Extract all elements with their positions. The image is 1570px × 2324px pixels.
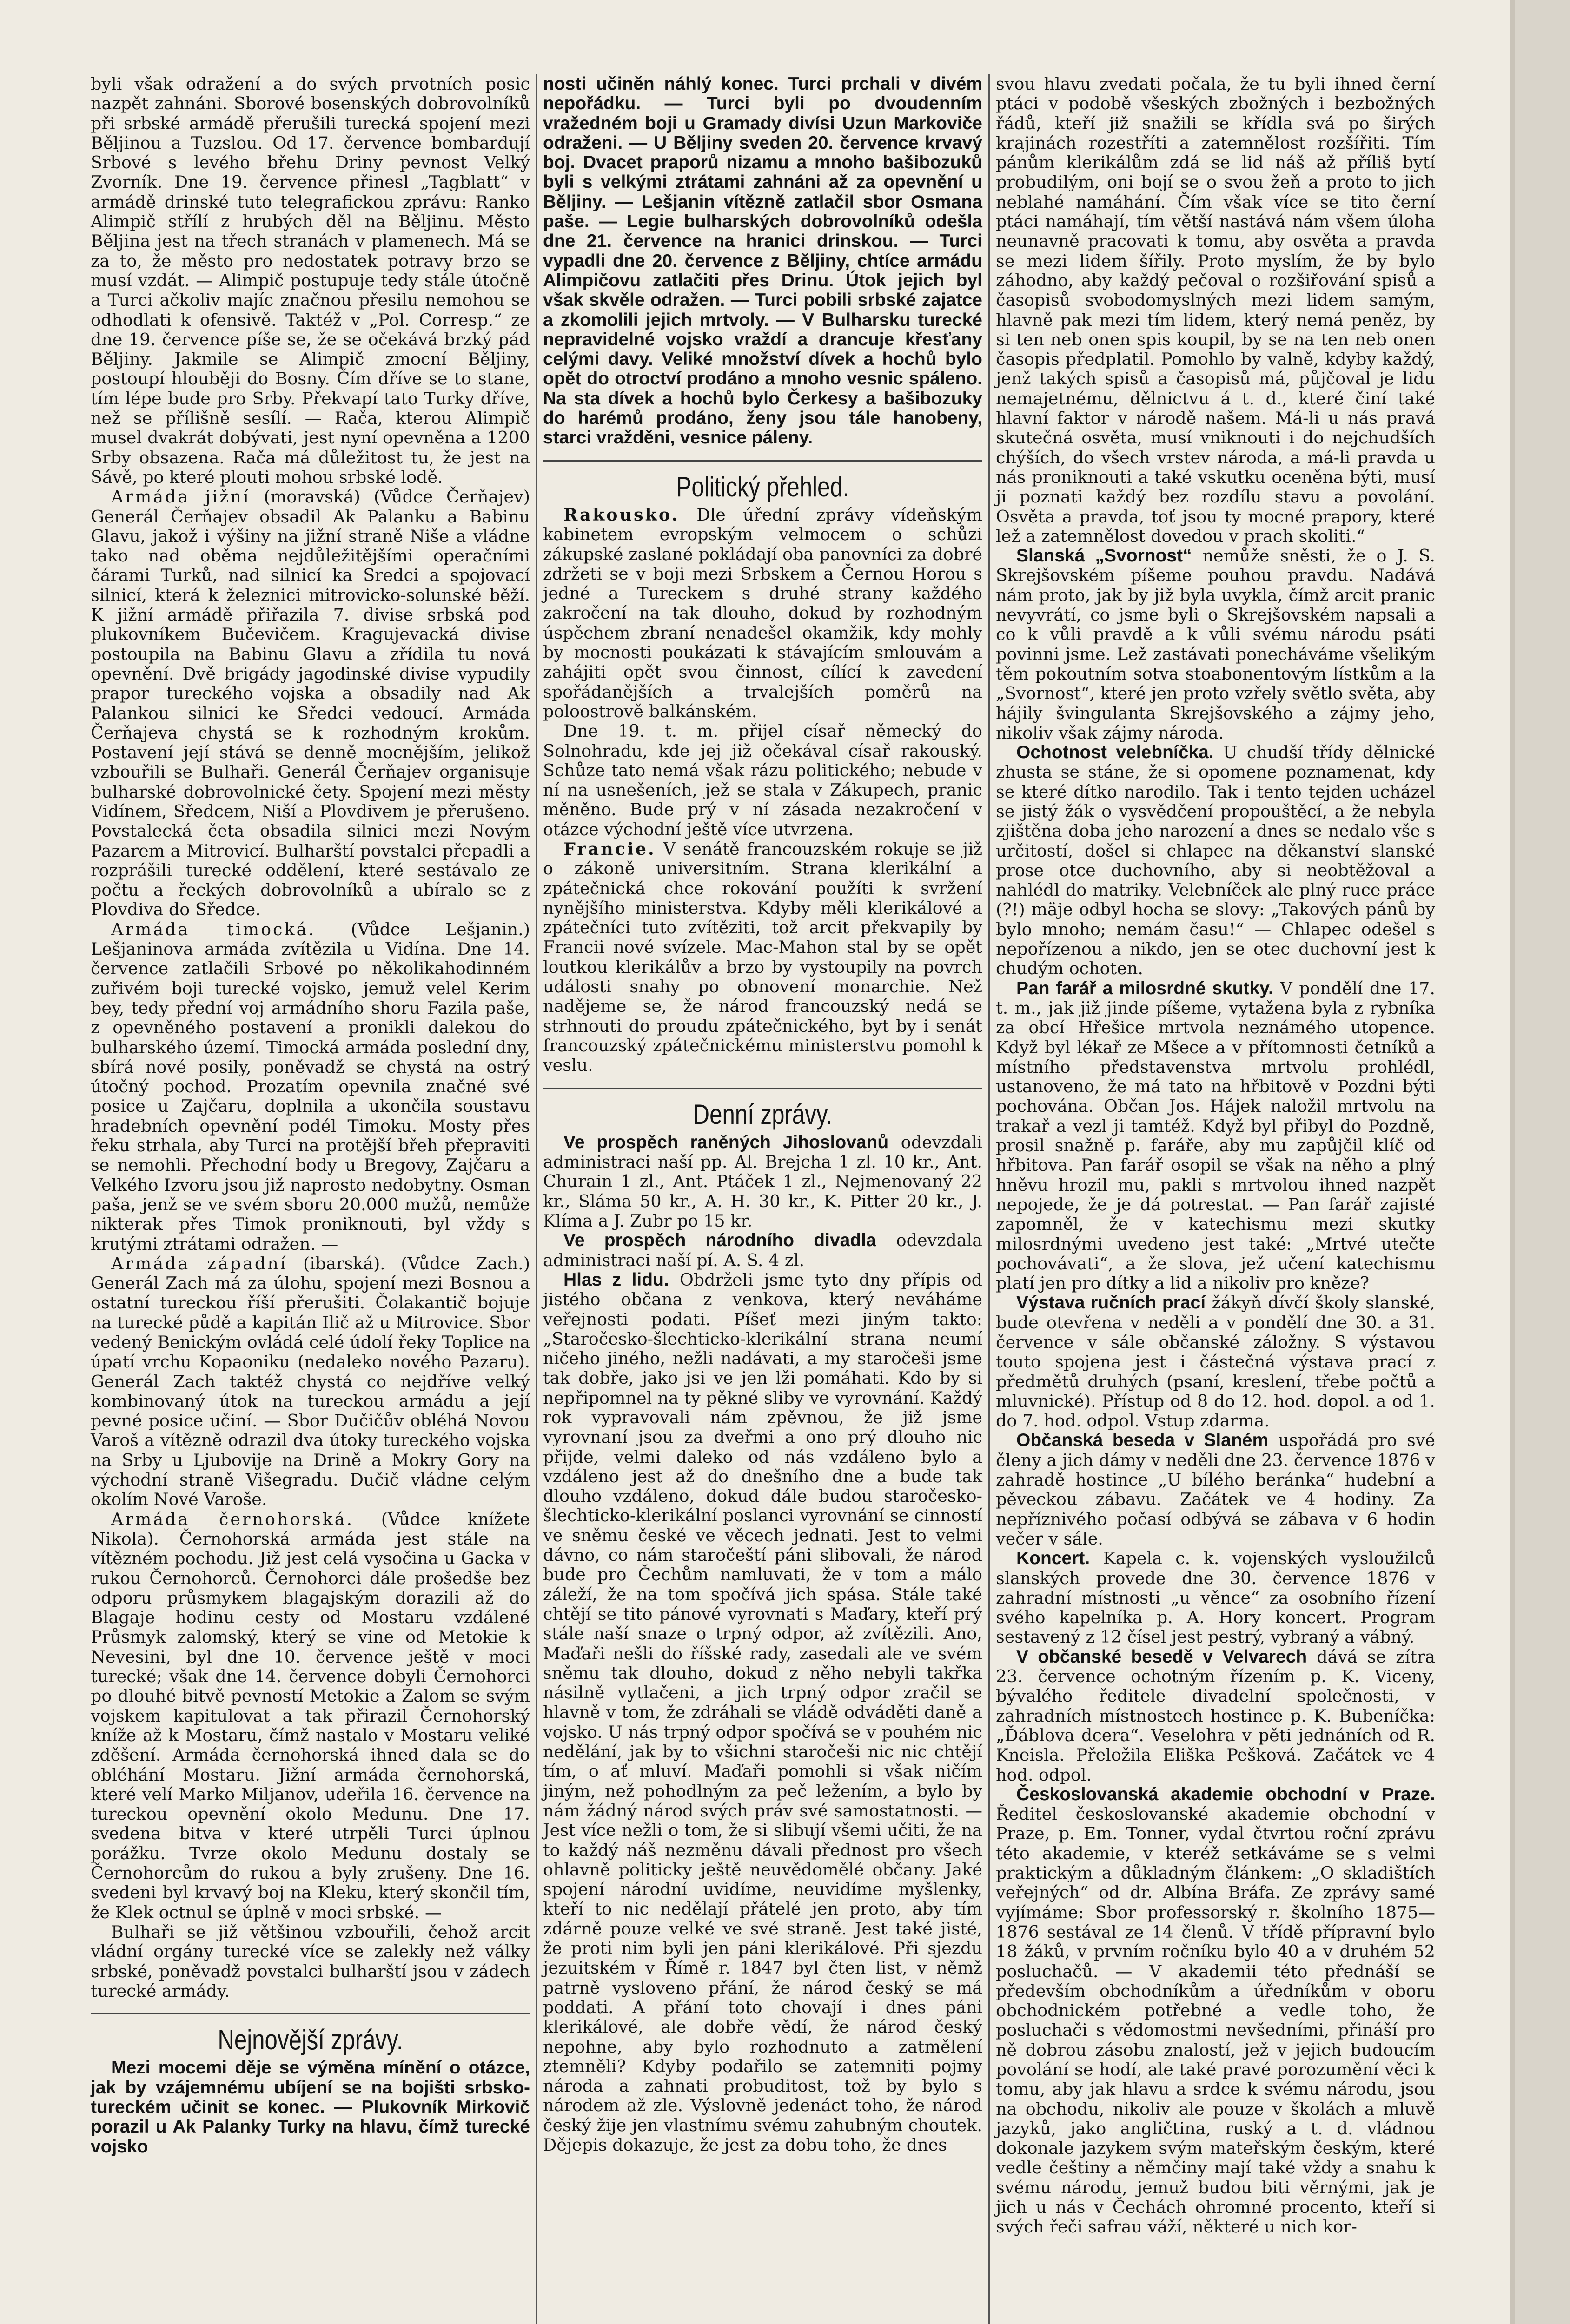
text-academy: Ředitel českoslovanské akademie obchodní v Praze, p. Em. Tonner, vydal čtvrtou roční zprávu této akademie, v kteréž setkáváme se s velmi praktickým a důkladným článkem: „O skladištích veřejných“ od dr. Albína Bráfa. Ze zprávy samé vyjímáme: Sbor professorský r. školního 1875—1876 sestával ze 14 členů. V třídě přípravní bylo 18 žáků, v prvním ročníku bylo 40 a v druhém 52 posluchačů. — V akademii této přednáší se především obchodníkům a úředníkům v oboru obchodnickém potřebné a vedle toho, že posluchači s vědomostmi nevšedními, přináší pro ně dobrou zásobu znalostí, jež v jejich budoucím povolání se hodí, ale také pravé porozumění věci k tomu, aby jak hlavu a srdce k svému národu, jsou na obchodu, nikoliv ale pouze v školách a mluvě jazyků, jako angličtina, ruský a t. d. vládnou dokonale jazykem svým mateřským českým, které vedle češtiny a němčiny mají také vždy a snahu k svému národu, jemuž budou biti věrnými, jak je jich u nás v Čechách ohromné procento, kteří si svých řeči safrau váží, některé u nich kor- xyxy=(996,1804,1435,2237)
page-edge xyxy=(1510,0,1570,2324)
heading-svornost: Slanská „Svornost“ xyxy=(1016,546,1192,566)
section-divider xyxy=(543,460,982,462)
heading-priest: Pan farář a milosrdné skutky. xyxy=(1016,978,1273,998)
article-news-continued: nosti učiněn náhlý konec. Turci prchali v divém nepořádku. — Turci byli po dvoudenním vražedném boji u Gramady divísi Uzun Markoviče odraženi. — U Běljiny sveden 20. července krvavý boj. Dvacet praporů nizamu a mnoho bašibozuků byli s velkými ztrátami zahnáni až za opevnění u Běljiny. — Lešjanin vítězně zatlačil sbor Osmana paše. — Legie bulharských dobrovolníků odešla dne 21. července na hranici drinskou. — Turci vypadli dne 20. července z Běljiny, chtíce armádu Alimpičovu zatlačiti přes Drinu. Útok jejich byl však skvěle odražen. — Turci pobili srbské zajatce a zkomolili jejich mrtvoly. — V Bulharsku turecké nepravidelné vojsko vraždí a drancuje křesťany celými davy. Veliké množství dívek a hochů bylo opět do otroctví prodáno a mnoho vesnic spáleno. Na sta dívek a hochů bylo Čerkesy a bašibozuky do harémů prodáno, ženy jsou tále hanobeny, starci vražděni, vesnice páleny. xyxy=(543,74,982,448)
article-citizens xyxy=(996,1431,1435,1549)
article-theatre xyxy=(543,1231,982,1270)
heading-montenegro-army: Armáda černohorská. xyxy=(111,1509,354,1529)
column-rule xyxy=(536,74,537,2324)
text-voice-tail: toho, že dnes xyxy=(833,2134,947,2155)
article-austria xyxy=(543,505,982,721)
section-divider xyxy=(91,2013,530,2014)
article-willing xyxy=(996,743,1435,979)
text-wounded: odevzdali administraci naší pp. Al. Brejcha 1 zl. 10 kr., Ant. Churain 1 zl., Ant. Ptáček 1 zl., Nejmenovaný 22 kr., Sláma 50 kr., A. H. 30 kr., K. Pitter 20 kr., J. Klíma a J. Zubr po 15 kr. xyxy=(543,1132,982,1231)
heading-voice: Hlas z lidu. xyxy=(563,1269,669,1290)
article-voice-continued: svou hlavu zvedati počala, že tu byli ihned černí ptáci v podobě všeských zbožných i bezbožných řádů, kteří již snažili se křídla svá po širých krajinách rozestříti a zatemnělost rozšířiti. Tím pánům klerikálům zdá se lid náš až příliš bytí probudilým, oni bojí se o svou žeň a proto to jich neblahé namáhání. Čím však více se tito černí ptáci namáhají, tím větší nastává nám všem úloha neunavně pracovati k tomu, aby osvěta a pravda se mezi lidem šířily. Proto myslím, že by bylo záhodno, aby každý pečoval o rozšiřování spisů a časopisů svobodomyslných mezi lidem samým, hlavně pak mezi tím lidem, který nemá peněz, by si ten neb onen spis koupil, by se na ten neb onen časopis předplatil. Pomohlo by valně, kdyby každý, jenž takých spisů a časopisů má, půjčoval je lidu nemajetnému, dělnictvu á t. d., které činí také hlavní faktor v národě našem. Má-li u nás pravá skutečná osvěta, musí vniknouti i do nejchudších chýších, do všech vrstev národa, a má-li pravda u nás proniknouti a také vskutku oceněna býti, musí ji poznati každý bez rozdílu stavu a povolání. Osvěta a pravda, toť jsou ty mocné prapory, které lež a zatemnělost dovedou v prach skoliti.“ xyxy=(996,74,1435,546)
heading-citizens: Občanská beseda v Slaném xyxy=(1016,1430,1269,1451)
text-austria: Dle úřední zprávy vídeňským kabinetem evropským velmocem o schůzi zákupské zaslané pokládají oba panovníci za dobré zdržeti se v boji mezi Srbskem a Černou Horou s jedné a Tureckem s druhé strany každého zakročení na tak dlouho, dokud by rozhodným úspěchem zbraní nenadešel okamžik, kdy mohly by mocnosti poukázati k stávajícím smlouvám a zahájiti opět svou činnost, cílící k zavedení spořádanějších a trvalejších poměrů na poloostrově balkánském. xyxy=(543,504,982,721)
heading-velvary: V občanské besedě v Velvarech xyxy=(1016,1646,1307,1667)
column-rule xyxy=(988,74,990,2324)
text-france: V senátě francouzském rokuje se již o zákoně universitním. Strana klerikální a zpátečnická chce rokování použíti k svržení nynějšího ministerstva. Kdyby měli klerikálové a zpátečníci tuto zvítěziti, tož arcit překvapily by Francii nové svízele. Mac-Mahon stal by se opět loutkou klerikálův a brzo by vystoupily na povrch události snahy po obnovení monarchie. Než nadějeme se, že národ francouzský nedá se strhnouti do proudu zpátečnického, byt by i senát francouzský zpátečnickému ministerstvu pomohl k veslu. xyxy=(543,838,982,1076)
section-title-politics: Politický přehled. xyxy=(676,471,849,502)
article-south-army xyxy=(91,487,530,920)
heading-west-army: Armáda západní xyxy=(111,1253,288,1274)
text-exhibition: žákyň dívčí školy slanské, bude otevřena v neděli a v pondělí dne 30. a 31. července v sále občanské záložny. S výstavou touto spojena jest i částečná výstava prací z předmětů druhých (psaní, kreslení, třebe počtů a mluvnické). Přístup od 8 do 12. hod. dopol. a od 1. do 7. hod. odpol. Vstup zdarma. xyxy=(996,1293,1435,1431)
article-exhibition xyxy=(996,1293,1435,1431)
text-velvary: dává se zítra 23. července ochotným řízením p. K. Viceny, bývalého ředitele divadelní společnosti, v zahradních místnostech hostince p. K. Bubeníčka: „Ďáblova dcera“. Veselohra v pěti jednáních od R. Kneisla. Přeložila Eliška Pešková. Začátek ve 4 hod. odpol. xyxy=(996,1646,1435,1785)
text-theatre: odevzdala administraci naší pí. A. S. 4 zl. xyxy=(543,1230,982,1270)
heading-france: Francie. xyxy=(563,838,656,859)
section-title-daily: Denní zprávy. xyxy=(693,1098,833,1130)
heading-exhibition: Výstava ručních prací xyxy=(1016,1293,1206,1313)
text-south-army: (moravská) (Vůdce Čerňajev) Generál Čerňajev obsadil Ak Palanku a Babinu Glavu, jakož i výšiny na jižní straně Niše a vládne tako nad oběma nejdůležitějšími operačními čárami Turků, nad silnicí ka Sredci a spojovací silnicí, která k železnici mitrovicko-solunské běží. K jižní armádě přiřazila 7. divise srbská pod plukovníkem Bučevičem. Kragujevacká divise postoupila na Babinu Glavu a zřídila tu nová opevnění. Dvě brigády jagodinské divise vypudily prapor tureckého vojska a obsadily nad Ak Palankou silnici ke Sředci vedoucí. Armáda Čerňajeva chystá se k rozhodným krokům. Postavení její stává se denně mocnějším, jelikož vzbouřili se Bulhaři. Generál Čerňajev organisuje bulharské dobrovolnické čety. Spojení mezi městy Vidínem, Sředcem, Niší a Plovdivem je přerušeno. Povstalecká četa obsadila silnici mezi Novým Pazarem a Mitrovicí. Bulharští povstalci přepadli a rozprášili turecké oddělení, které sestávalo ze počtu a řeckých dobrovolníků a ubíralo se z Plovdiva do Sředce. xyxy=(91,487,530,920)
heading-wounded: Ve prospěch raněných Jihoslovanů xyxy=(563,1132,889,1152)
section-divider xyxy=(543,1088,982,1089)
heading-timok-army: Armáda timocká. xyxy=(111,919,316,939)
article-concert xyxy=(996,1549,1435,1647)
heading-willing: Ochotnost velebníčka. xyxy=(1016,742,1214,763)
article-velvary xyxy=(996,1647,1435,1785)
column-middle xyxy=(543,74,982,2155)
heading-theatre: Ve prospěch národního divadla xyxy=(563,1230,876,1251)
article-west-army xyxy=(91,1254,530,1510)
article-timok-army xyxy=(91,920,530,1254)
text-citizens: uspořádá pro své členy a jich dámy v neděli dne 23. července 1876 v zahradě hostince „U bílého beránka“ hudební a pěveckou zábavu. Začátek ve 4 hodiny. Za nepříznivého počasí odbývá se zábava v 6 hodin večer v sále. xyxy=(996,1430,1435,1549)
article-austria-2: Dne 19. t. m. přijel císař německý do Solnohradu, kde jej již očekával císař rakouský. Schůze tato nemá však rázu politického; nebude v ní na usnešeních, jež se stala v Zákupech, pranic měněno. Bude prý v ní zásada nezakročení v otázce východní ještě více utvrzena. xyxy=(543,721,982,839)
page-fold xyxy=(1510,0,1515,2324)
text-priest: V pondělí dne 17. t. m., jak již jinde píšeme, vytažena byla z rybníka za obcí Hřešice mrtvola neznámého utopence. Když byl lékař ze Mšece a v přítomnosti četníků a místního představenstva mrtvolu prohlédl, ustanoveno, že má tato na hřbitově v Pozdni býti pochována. Občan Jos. Hájek naložil mrtvolu na trakař a vezl ji tamtéž. Když byl přibyl do Pozdně, prosil snažně p. faráře, aby mu zapůjčil klíč od hřbitova. Pan farář osopil se však na něho a plný hněvu hrozil mu, pakli s mrtvolou ihned nazpět nepojede, že je dá potrestat. — Pan farář zajisté zapomněl, že v katechismu mezi skutky milosrdnými uvedeno jest také: „Mrtvé utečte pochovávati“, a že slova, jež učení katechismu platí jen pro dítky a lid a nikoliv pro kněze? xyxy=(996,978,1435,1294)
text-concert: Kapela c. k. vojenských vysloužilců slanských provede dne 30. července 1876 v zahradní místnosti „u věnce“ za osobního řízení svého kapelníka p. A. Hory koncert. Program sestavený z 12 čísel jest pestrý, vybraný a vábný. xyxy=(996,1548,1435,1647)
heading-academy: Českoslovanská akademie obchodní v Praze. xyxy=(1016,1784,1435,1804)
article-latest: Mezi mocemi děje se výměna mínění o otázce, jak by vzájemnému ubíjení se na bojišti srbsko-tureckém učinit se konec. — Plukovník Mirkovič porazil u Ak Palanky Turky na hlavu, čímž turecké vojsko xyxy=(91,2058,530,2157)
text-willing: U chudší třídy dělnické zhusta se stáne, že si opomene poznamenat, kdy se které dítko narodilo. Tak i tento tejden ucházel se jistý žák o vysvědčení propouštěcí, a že nebyla zjištěna doba jeho narození a dnes se nedalo vše s určitostí, došel si chlapec na děkanství slanské prose otce duchovního, aby si neobtěžoval a nahlédl do matriky. Velebníček ale plný ruce práce (?!) mäje odbyl hocha se slovy: „Takových pánů by bylo mnoho; nemám času!“ — Chlapec odešel s nepořízenou a nikdo, jen se otec duchovní jest k chudým ochoten. xyxy=(996,742,1435,979)
article-priest xyxy=(996,979,1435,1294)
heading-austria: Rakousko. xyxy=(563,504,680,525)
text-voice: Obdrželi jsme tyto dny přípis od jistého občana z venkova, který neváháme veřejnosti podati. Píšeť mezi jiným takto: „Staročesko-šlechticko-klerikální strana neumí ničeho jiného, nežli nadávati, a my staročeši jsme tak dobře, jako jsi ve jen lži pomáhati. Kdo by si nepřipomnel na ty pěkné sliby ve vyrovnání. Každý rok vypravovali nám zpěvnou, že již jsme vyrovnaní jsou za dveřmi a ono prý dlouho nic přijde, velmi daleko od nás vzdáleno bylo a vzdáleno jest až do dnešního dne a bude tak dlouho vzdáleno, dokud dále budou staročesko-šlechticko-klerikální poslanci vyrovnání se cinností ve sněmu české ve věcech jednati. Jest to velmi dávno, co nám staročeští páni slibovali, že národ bude pro Čechům namluvati, že v tom a málo záleží, že na tom spočívá jich spása. Stále také chtějí se tito pánové vyrovnati s Maďary, kteří prý stále naší snaze o trpný odpor, až zvítězili. Ano, Maďaři nešli do říšské rady, zasedali ale ve svém sněmu tak dlouho, dokud z něho nebyli takřka násilně vytlačeni, a jich trpný odpor zračil se hlavně v tom, že zdráhali se vládě odváděti daně a vojsko. U nás trpný odpor spočívá se v pouhém nic nedělání, jak by to všichni staročeši nic nic chtějí tím, o ať mluví. Maďaři pomohli si však ničím jiným, než pohodlným za peč ležením, a bylo by nám žádný národ svých práv své samostatnosti. — Jest více nežli o tom, že si slibují všemi učiti, že na to každý náš nezměnu dávali přednost pro všech ohlavně politicky ještě neuvědomělé občany. Jaké spojení národní uvidíme, neuvidíme myšlenky, kteří to nic nedělají přátelé jen proto, aby tím zdárně pouze velké ve své straně. Jest také jisté, že proti nim byli jen páni klerikálové. Při sjezdu jezuitském v Římě r. 1847 byl čten list, v němž patrně vysloveno přání, že národ český se má poddati. A přání toto chovají i dnes páni klerikálové, ale dobře vědí, že národ český nepohne, aby bylo rozhodnuto a zatmělení ztemněli? Kdyby podařilo se zatemniti pojmy národa a zahnati probuditost, tož by bylo s národem až zle. Výslovně jedenáct toho, že národ český žije jen vlastnímu svému zahubným choutek. Dějepis dokazuje, že jest za dobu xyxy=(543,1269,982,2155)
section-title-latest: Nejnovější zprávy. xyxy=(218,2024,403,2056)
article-voice xyxy=(543,1270,982,2155)
text-montenegro-army: (Vůdce knížete Nikola). Černohorská armáda jest stále na vítězném pochodu. Již jest celá vysočina u Gacka v rukou Černohorců. Černohorci dále prošedše bez odporu průsmykem blagajským dorazili až do Blagaje hodinu cesty od Mostaru vzdálené Průsmyk zalomský, který se vine od Metokie k Nevesini, byl dne 10. července ještě v moci turecké; však dne 14. července dobyli Černohorci po dlouhé bitvě pevností Metokie a Zalom se svým vojskem kapitulovat a tak přirazil Černohorský kníže až k Mostaru, čímž nastalo v Mostaru veliké zděšení. Armáda černohorská ihned dala se do obléhání Mostaru. Jižní armáda černohorská, které velí Marko Miljanov, udeřila 16. července na tureckou opevnění okolo Medunu. Dne 17. svedena bitva v které utrpěli Turci úplnou porážku. Tvrze okolo Medunu dostaly se Černohorcům do rukou a byly zrušeny. Dne 16. svedeni byl krvavý boj na Kleku, který skončil tím, že Klek octnul se úplně v moci srbské. — xyxy=(91,1509,530,1922)
column-right xyxy=(996,74,1435,2237)
column-left xyxy=(91,74,530,2157)
article-svornost xyxy=(996,546,1435,743)
text-svornost: nemůže sněsti, že o J. S. Skrejšovském píšeme pouhou pravdu. Nadává nám proto, jak by již byla uvykla, čímž arcit pranic nevyvrátí, co jsme byli o Skrejšovském napsali a co k vůli pravdě a k vůli svému národu psáti povinni jsme. Lež zastávati ponecháváme všelikým těm pokoutním sotva stoabonentovým lístkům a la „Svornost“, které jen proto vzřely světlo světa, aby hájily švingulanta Skrejšovského a zájmy jeho, nikoliv však zájmy národa. xyxy=(996,546,1435,743)
heading-south-army: Armáda jižní xyxy=(111,487,251,507)
article-wounded xyxy=(543,1133,982,1231)
article-academy xyxy=(996,1785,1435,2237)
article-montenegro-army xyxy=(91,1510,530,1922)
article-war-drina: byli však odražení a do svých prvotních posic nazpět zahnáni. Sborové bosenských dobrovolníků při srbské armádě přerušili turecká spojení mezi Běljinou a Tuzslou. Od 17. července bombardují Srbové s levého břehu Driny pevnost Velký Zvorník. Dne 19. července přinesl „Tagblatt“ v armádě drinské tuto telegrafickou zprávu: Ranko Alimpič střílí z hrubých děl na Běljinu. Město Běljina jest na třech stranách v plamenech. Má se za to, že město pro nedostatek potravy brzo se musí vzdát. — Alimpič postupuje tedy stále útočně a Turci ačkoliv majíc značnou přesilu nemohou se odhodlati k ofensivě. Taktéž v „Pol. Corresp.“ ze dne 19. července píše se, že se očekává brzký pád Běljiny. Jakmile se Alimpič zmocní Běljiny, postoupí hlouběji do Bosny. Čím dříve se to stane, tím lépe bude pro Srby. Překvapí tato Turky dříve, než se přílišně sesílí. — Rača, kterou Alimpič musel dvakrát dobývati, jest nyní opevněna a 1200 Srby obsazena. Rača má důležitost tu, že jest na Sávě, po které plouti mohou srbské lodě. xyxy=(91,74,530,487)
article-bulgarians: Bulhaři se již většinou vzbouřili, čehož arcit vládní orgány turecké více se zalekly než války srbské, poněvadž povstalci bulharští jsou v zádech turecké armády. xyxy=(91,1921,530,2001)
article-france xyxy=(543,839,982,1076)
text-west-army: (ibarská). (Vůdce Zach.) Generál Zach má za úlohu, spojení mezi Bosnou a ostatní tureckou říší přerušiti. Čolakantič bojuje na turecké půdě a kapitán Ilič až u Mitrovice. Sbor vedený Benickým ovládá celé údolí řeky Toplice na úpatí vrchu Kopaoniku (nedaleko nového Pazaru). Generál Zach taktéž chystá co nejdříve velký kombinovaný útok na tureckou armádu a její pevné posice učiní. — Sbor Dučičův obléhá Novou Varoš a vítězně odrazil dva útoky tureckého vojska na Srby u Ljubovije na Drině a Mokry Gory na východní straně Višegradu. Dučič vládne celým okolím Nové Varoše. xyxy=(91,1253,530,1510)
text-timok-army: (Vůdce Lešjanin.) Lešjaninova armáda zvítězila u Vidína. Dne 14. července zatlačili Srbové po několikahodinném zuřivém boji turecké vojsko, jemuž velel Kerim bey, tedy přední voj armádního shoru Fazila paše, z opevněného postavení a pronikli dalekou do bulharského území. Timocká armáda poslední dny, sbírá nové posily, poněvadž se chystá na ostrý útočný pochod. Prozatím opevnila značné své posice u Zajčaru, doplnila a ukončila soustavu hradebních opevnění podél Timoku. Mosty přes řeku strhala, aby Turci na protější břeh přepraviti se nemohli. Přechodní body u Bregovy, Zajčaru a Velkého Izvoru jsou již naprosto nedobytny. Osman paša, jenž se ve svém sboru 20.000 mužů, nemůže nikterak přes Timok proniknouti, byl vždy s krutými ztrátami odražen. — xyxy=(91,919,530,1254)
heading-concert: Koncert. xyxy=(1016,1548,1090,1569)
